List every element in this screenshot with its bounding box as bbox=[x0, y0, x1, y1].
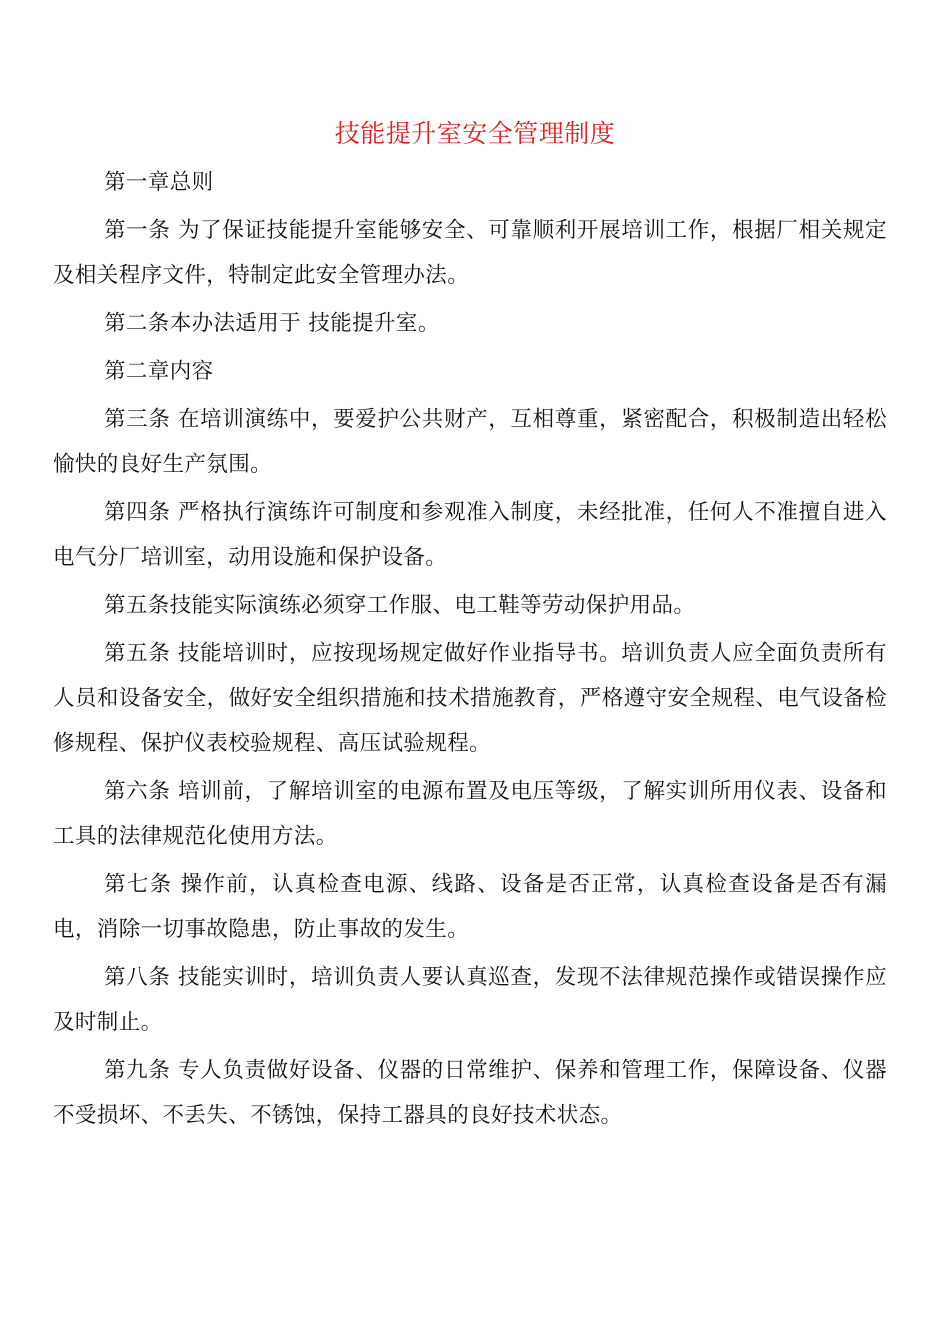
document-title: 技能提升室安全管理制度 bbox=[334, 119, 616, 148]
article-paragraph: 第五条 技能培训时，应按现场规定做好作业指导书。培训负责人应全面负责所有人员和设备安全，做好安全组织措施和技术措施教育，严格遵守安全规程、电气设备检修规程、保护仪表校验规程、高压试验规程。 bbox=[53, 641, 887, 756]
article-paragraph: 第八条 技能实训时，培训负责人要认真巡查，发现不法律规范操作或错误操作应及时制止。 bbox=[53, 965, 887, 1035]
article-paragraph: 第五条技能实际演练必须穿工作服、电工鞋等劳动保护用品。 bbox=[104, 593, 696, 618]
article-paragraph: 第七条 操作前，认真检查电源、线路、设备是否正常，认真检查设备是否有漏电，消除一切事故隐患，防止事故的发生。 bbox=[53, 872, 887, 942]
article-paragraph: 第四条 严格执行演练许可制度和参观准入制度，未经批准，任何人不准擅自进入电气分厂培训室，动用设施和保护设备。 bbox=[53, 500, 887, 570]
article-paragraph: 第九条 专人负责做好设备、仪器的日常维护、保养和管理工作，保障设备、仪器不受损坏、不丢失、不锈蚀，保持工器具的良好技术状态。 bbox=[53, 1058, 887, 1128]
article-paragraph: 第三条 在培训演练中，要爱护公共财产，互相尊重，紧密配合，积极制造出轻松愉快的良好生产氛围。 bbox=[53, 407, 887, 477]
chapter-heading: 第二章内容 bbox=[104, 359, 214, 384]
chapter-heading: 第一章总则 bbox=[104, 170, 214, 195]
article-paragraph: 第一条 为了保证技能提升室能够安全、可靠顺利开展培训工作，根据厂相关规定及相关程序文件，特制定此安全管理办法。 bbox=[53, 218, 887, 288]
article-paragraph: 第二条本办法适用于 技能提升室。 bbox=[104, 311, 440, 336]
article-paragraph: 第六条 培训前，了解培训室的电源布置及电压等级，了解实训所用仪表、设备和工具的法律规范化使用方法。 bbox=[53, 779, 887, 849]
document-body bbox=[53, 160, 887, 1141]
